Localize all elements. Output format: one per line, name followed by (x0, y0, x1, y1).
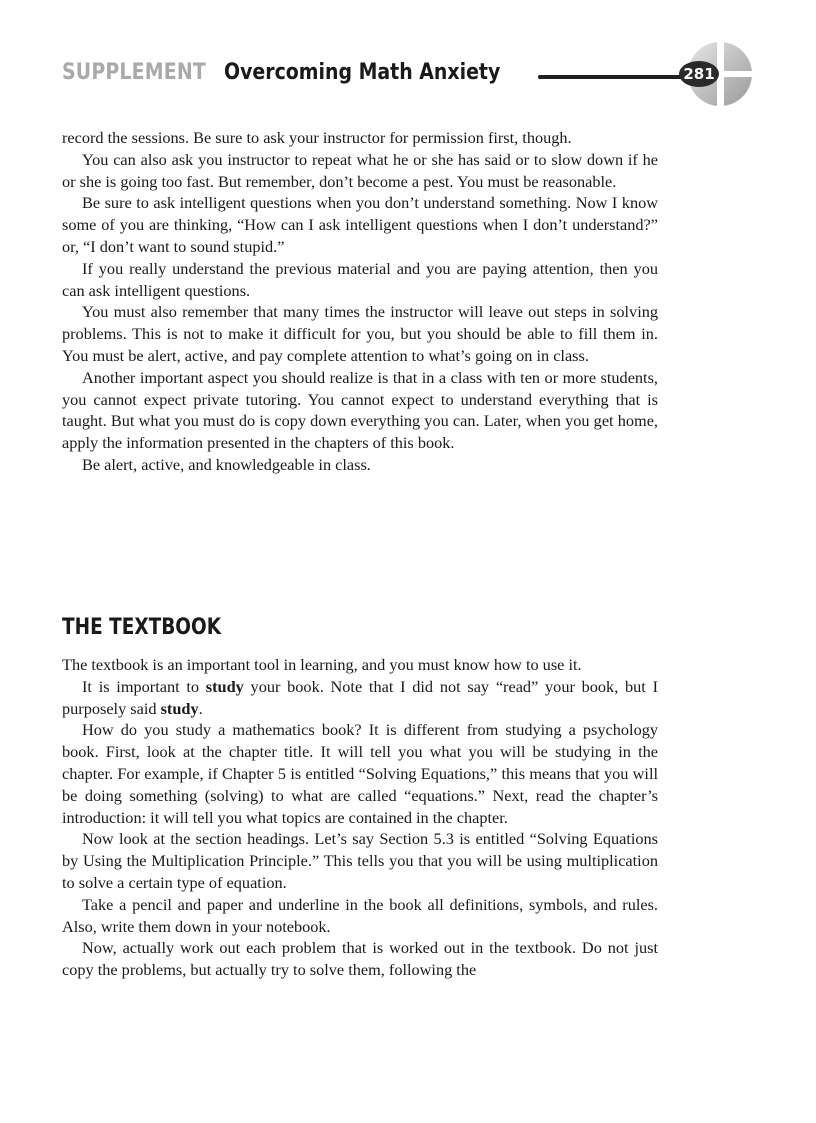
paragraph: The textbook is an important tool in learning, and you must know how to use it. (62, 655, 582, 674)
paragraph: Another important aspect you should realize is that in a class with ten or more students, you cannot expect private tutoring. You cannot expect to understand everything that is taught. But what you must do is copy down everything you can. Later, when you get home, apply the information presented in the chapters of this book. (62, 367, 658, 453)
paragraph: record the sessions. Be sure to ask your instructor for permission first, though. (62, 128, 572, 147)
text-run: your book. Note that I did not say “read” your book, but I purposely said (62, 676, 658, 718)
paragraph: Now, actually work out each problem that is worked out in the textbook. Do not just copy the problems, but actually try to solve them, following the (62, 938, 658, 980)
paragraph: Be alert, active, and knowledgeable in class. (82, 454, 371, 474)
body-text-bottom (62, 654, 658, 981)
section-heading: THE TEXTBOOK (62, 615, 222, 640)
paragraph: You must also remember that many times the instructor will leave out steps in solving problems. This is not to make it difficult for you, but you should be able to fill them in. You must be alert, active, and pay complete attention to what’s going on in class. (62, 302, 658, 365)
page-header (62, 56, 762, 92)
supplement-label: SUPPLEMENT (62, 60, 206, 85)
paragraph: If you really understand the previous material and you are paying attention, then you can ask intelligent questions. (62, 258, 658, 300)
page-number: 281 (683, 65, 715, 83)
paragraph: Take a pencil and paper and underline in the book all definitions, symbols, and rules. Also, write them down in your notebook. (62, 894, 658, 936)
paragraph: How do you study a mathematics book? It is different from studying a psychology book. First, look at the chapter title. It will tell you what you will be studying in the chapter. For example, if Chapter 5 is entitled “Solving Equations,” this means that you will be doing something (solving) to what are called “equations.” Next, read the chapter’s introduction: it will tell you what topics are contained in the chapter. (62, 720, 658, 827)
body-text-top (62, 127, 658, 476)
text-run: . (198, 698, 203, 718)
paragraph: You can also ask you instructor to repeat what he or she has said or to slow down if he or she is going too fast. But remember, don’t become a pest. You must be reasonable. (62, 149, 658, 191)
paragraph: Be sure to ask intelligent questions when you don’t understand something. Now I know some of you are thinking, “How can I ask intelligent questions when I don’t understand?” or, “I don’t want to sound stupid.” (62, 193, 658, 256)
emphasis: study (205, 676, 244, 696)
paragraph: Now look at the section headings. Let’s say Section 5.3 is entitled “Solving Equations by Using the Multiplication Principle.” This tells you that you will be using multiplication to solve a certain type of equation. (62, 829, 658, 892)
emphasis: study (160, 698, 199, 718)
text-run: It is important to (82, 676, 206, 696)
paragraph (62, 676, 658, 720)
running-title: Overcoming Math Anxiety (224, 60, 501, 85)
